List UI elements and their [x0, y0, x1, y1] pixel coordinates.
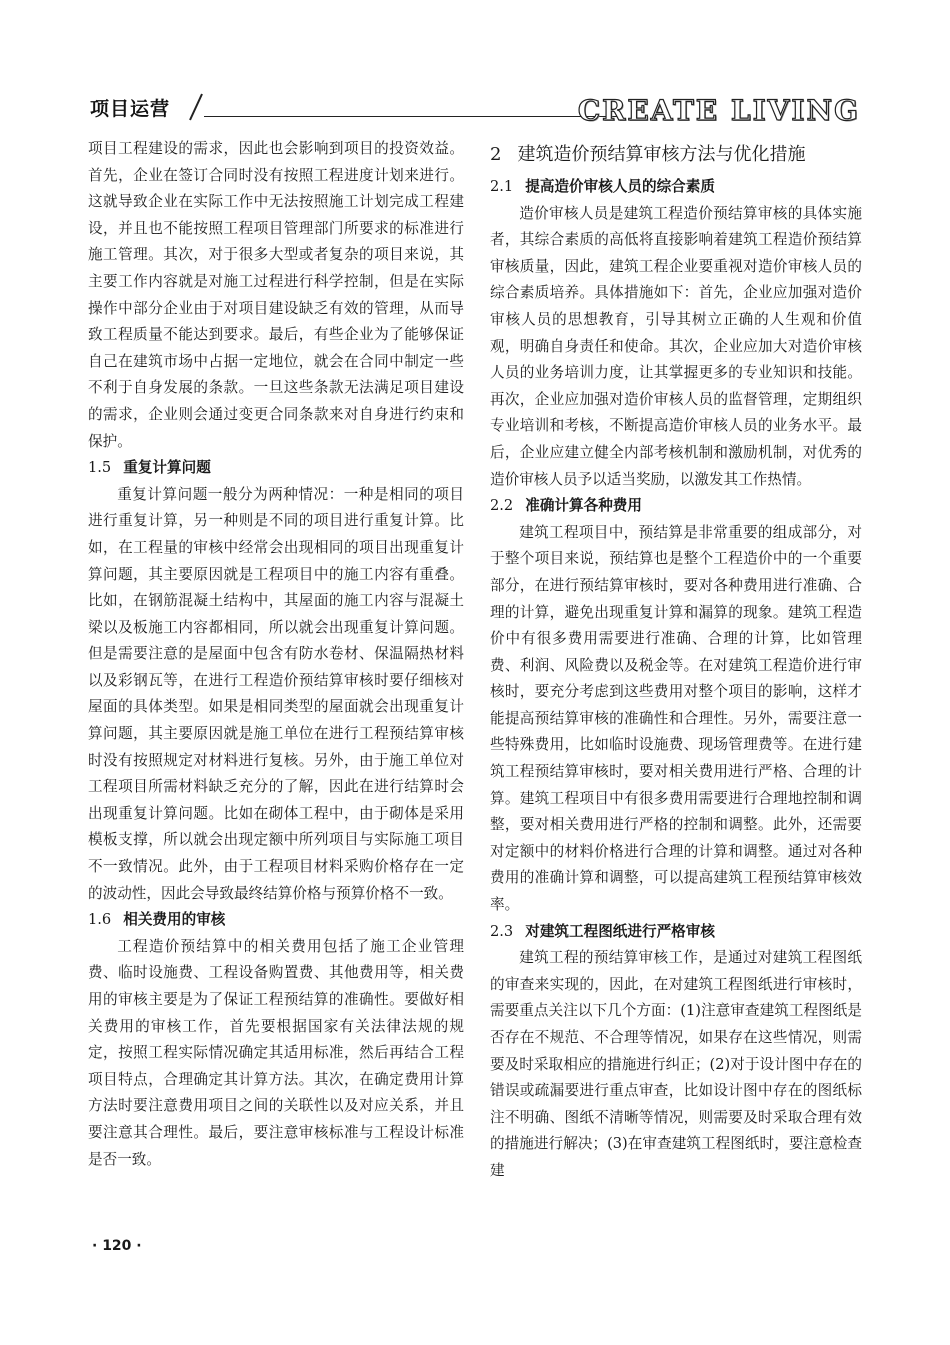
right-column	[490, 136, 862, 1185]
heading-2-2	[490, 493, 862, 520]
paragraph-2-1: 造价审核人员是建筑工程造价预结算审核的具体实施者，其综合素质的高低将直接影响着建筑工程造价预结算审核质量，因此，建筑工程企业要重视对造价审核人员的综合素质培养。具体措施如下：首先，企业应加强对造价审核人员的思想教育，引导其树立正确的人生观和价值观，明确自身责任和使命。其次，企业应加大对造价审核人员的业务培训力度，让其掌握更多的专业知识和技能。再次，企业应加强对造价审核人员的监督管理，定期组织专业培训和考核，不断提高造价审核人员的业务水平。最后，企业应建立健全内部考核机制和激励机制，对优秀的造价审核人员予以适当奖励，以激发其工作热情。	[490, 204, 862, 488]
header-slash-icon	[188, 92, 204, 122]
heading-2-3	[490, 919, 862, 946]
heading-title: 准确计算各种费用	[525, 497, 642, 515]
heading-title: 相关费用的审核	[123, 911, 226, 929]
left-column	[88, 136, 464, 1173]
heading-title: 对建筑工程图纸进行严格审核	[525, 922, 715, 940]
heading-title: 重复计算问题	[123, 459, 211, 477]
paragraph-2-2: 建筑工程项目中，预结算是非常重要的组成部分，对于整个项目来说，预结算也是整个工程造价中的一个重要部分，在进行预结算审核时，要对各种费用进行准确、合理的计算，避免出现重复计算和漏算的现象。建筑工程造价中有很多费用需要进行准确、合理的计算，比如管理费、利润、风险费以及税金等。在对建筑工程造价进行审核时，要充分考虑到这些费用对整个项目的影响，这样才能提高预结算审核的准确性和合理性。另外，需要注意一些特殊费用，比如临时设施费、现场管理费等。在进行建筑工程预结算审核时，要对相关费用进行严格、合理的计算。建筑工程项目中有很多费用需要进行合理地控制和调整，要对相关费用进行严格的控制和调整。此外，还需要对定额中的材料价格进行合理的计算和调整。通过对各种费用的准确计算和调整，可以提高建筑工程预结算审核效率。	[490, 523, 862, 914]
section-label: 项目运营	[90, 98, 171, 120]
page-header	[84, 92, 860, 128]
heading-number: 2	[490, 144, 502, 165]
heading-2-1	[490, 174, 862, 201]
heading-number: 2.3	[490, 922, 514, 940]
heading-number: 1.6	[88, 911, 112, 929]
heading-number: 2.2	[490, 497, 514, 515]
paragraph-intro: 项目工程建设的需求，因此也会影响到项目的投资效益。首先，企业在签订合同时没有按照工程进度计划来进行。这就导致企业在实际工作中无法按照施工计划完成工程建设，并且也不能按照工程项目管理部门所要求的标准进行施工管理。其次，对于很多大型或者复杂的项目来说，其主要工作内容就是对施工过程进行科学控制，但是在实际操作中部分企业由于对项目建设缺乏有效的管理，从而导致工程质量不能达到要求。最后，有些企业为了能够保证自己在建筑市场中占据一定地位，就会在合同中制定一些不利于自身发展的条款。一旦这些条款无法满足项目建设的需求，企业则会通过变更合同条款来对自身进行约束和保护。	[88, 140, 464, 450]
paragraph-2-3: 建筑工程的预结算审核工作，是通过对建筑工程图纸的审查来实现的，因此，在对建筑工程图纸进行审核时，需要重点关注以下几个方面：(1)注意审查建筑工程图纸是否存在不规范、不合理等情况，如果存在这些情况，则需要及时采取相应的措施进行纠正；(2)对于设计图中存在的错误或疏漏要进行重点审查，比如设计图中存在的图纸标注不明确、图纸不清晰等情况，则需要及时采取合理有效的措施进行解决；(3)在审查建筑工程图纸时，要注意检查建	[490, 949, 862, 1179]
heading-number: 2.1	[490, 178, 514, 195]
heading-2	[490, 140, 862, 170]
heading-number: 1.5	[88, 459, 112, 477]
header-rule	[204, 116, 622, 117]
heading-1-6	[88, 907, 464, 934]
paragraph-1-5: 重复计算问题一般分为两种情况：一种是相同的项目进行重复计算，另一种则是不同的项目进行重复计算。比如，在工程量的审核中经常会出现相同的项目出现重复计算问题，其主要原因就是工程项目中的施工内容有重叠。比如，在钢筋混凝土结构中，其屋面的施工内容与混凝土梁以及板施工内容都相同，所以就会出现重复计算问题。但是需要注意的是屋面中包含有防水卷材、保温隔热材料以及彩钢瓦等，在进行工程造价预结算审核时要仔细核对屋面的具体类型。如果是相同类型的屋面就会出现重复计算问题，其主要原因就是施工单位在进行工程预结算审核时没有按照规定对材料进行复核。另外，由于施工单位对工程项目所需材料缺乏充分的了解，因此在进行结算时会出现重复计算问题。比如在砌体工程中，由于砌体是采用模板支撑，所以就会出现定额中所列项目与实际施工项目不一致情况。此外，由于工程项目材料采购价格存在一定的波动性，因此会导致最终结算价格与预算价格不一致。	[88, 485, 464, 902]
heading-1-5	[88, 455, 464, 482]
heading-title: 建筑造价预结算审核方法与优化措施	[517, 144, 806, 165]
brand-title: CREATE LIVING	[577, 94, 860, 127]
heading-title: 提高造价审核人员的综合素质	[525, 178, 715, 195]
paragraph-1-6: 工程造价预结算中的相关费用包括了施工企业管理费、临时设施费、工程设备购置费、其他费用等，相关费用的审核主要是为了保证工程预结算的准确性。要做好相关费用的审核工作，首先要根据国家有关法律法规的规定，按照工程实际情况确定其适用标准，然后再结合工程项目特点，合理确定其计算方法。其次，在确定费用计算方法时要注意费用项目之间的关联性以及对应关系，并且要注意其合理性。最后，要注意审核标准与工程设计标准是否一致。	[88, 937, 464, 1168]
page-number: · 120 ·	[92, 1238, 142, 1254]
